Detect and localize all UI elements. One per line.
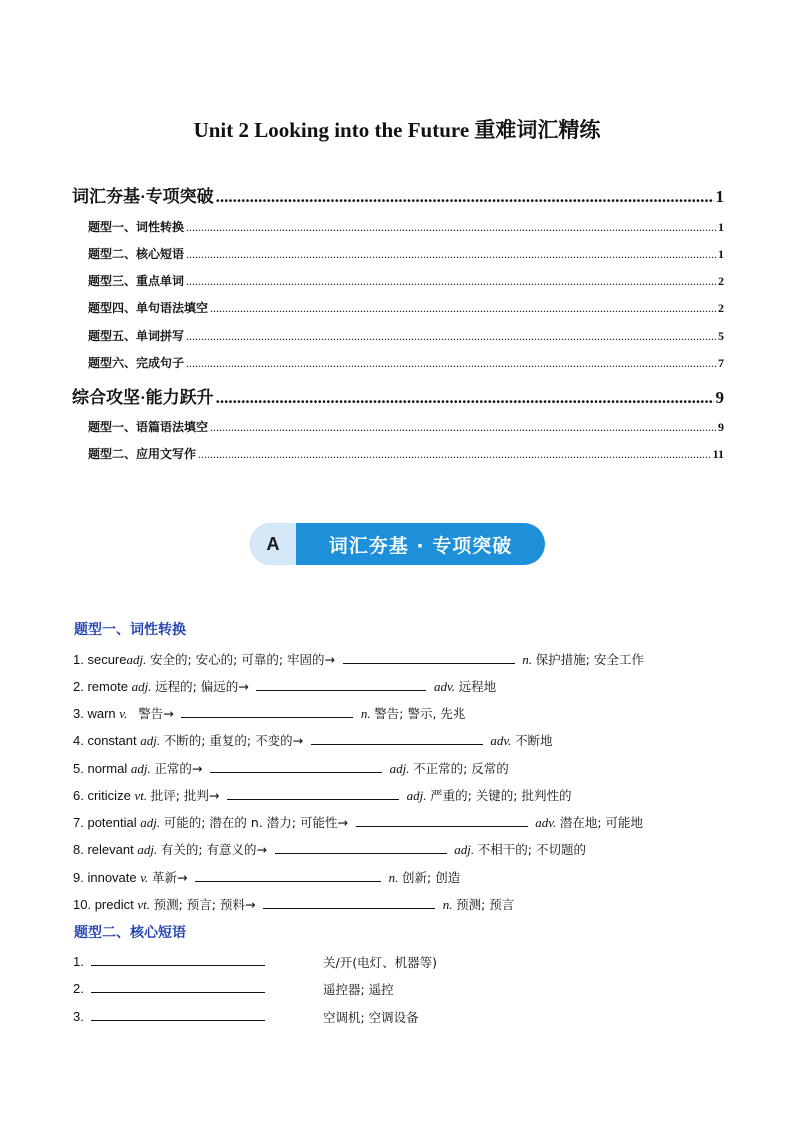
toc-entry[interactable]: [72, 327, 724, 344]
section-badge-title: 词汇夯基 · 专项突破: [328, 534, 513, 557]
item-meaning: 预测; 预言; 预料→: [153, 897, 256, 912]
section-badge: [250, 523, 545, 565]
toc-label: 综合攻坚·能力跃升: [72, 388, 214, 407]
answer-blank[interactable]: [210, 760, 382, 773]
toc-page: 7: [718, 356, 724, 370]
target-pos: adv.: [433, 679, 456, 694]
toc-page: 1: [715, 187, 724, 206]
item-word: remote: [87, 679, 128, 694]
toc-page: 2: [718, 274, 724, 288]
target-pos: adj.: [406, 788, 427, 803]
item-number: 2.: [73, 981, 84, 996]
item-meaning: 安全的; 安心的; 可靠的; 牢固的→: [150, 652, 336, 667]
toc-entry[interactable]: [72, 245, 724, 262]
answer-blank[interactable]: [275, 841, 447, 854]
answer-blank[interactable]: [195, 869, 381, 882]
phrase-item: [73, 980, 394, 997]
exercise-item: [73, 786, 572, 804]
item-number: 7.: [73, 815, 84, 830]
item-pos: v.: [140, 870, 149, 885]
item-number: 1.: [73, 954, 84, 969]
exercise-item: [73, 759, 509, 777]
toc-entry[interactable]: [72, 218, 724, 235]
item-word: normal: [87, 761, 128, 776]
phrase-meaning: 空调机; 空调设备: [323, 1010, 419, 1025]
toc-entry[interactable]: [72, 445, 724, 462]
target-pos: adj.: [389, 761, 410, 776]
toc-entry[interactable]: [72, 299, 724, 316]
target-meaning: 严重的; 关键的; 批判性的: [430, 788, 572, 803]
toc-leader: [186, 329, 716, 344]
toc-leader: [186, 220, 716, 235]
item-pos: vt.: [134, 788, 148, 803]
answer-blank[interactable]: [311, 732, 483, 745]
exercise-item: [73, 704, 465, 722]
item-word: innovate: [87, 870, 137, 885]
toc-label: 词汇夯基·专项突破: [72, 187, 214, 206]
exercise-item: [73, 813, 643, 831]
target-pos: adj.: [454, 842, 475, 857]
toc-leader: [216, 388, 714, 408]
item-pos: adj.: [126, 652, 147, 667]
toc-page: 9: [715, 388, 724, 407]
answer-blank[interactable]: [343, 651, 515, 664]
item-meaning: 不断的; 重复的; 不变的→: [163, 733, 304, 748]
phrase-meaning: 遥控器; 遥控: [323, 982, 394, 997]
toc-leader: [216, 187, 714, 207]
exercise-item: [73, 731, 553, 749]
exercise-item: [73, 650, 644, 668]
phrase-item: [73, 1008, 419, 1025]
item-number: 9.: [73, 870, 84, 885]
item-meaning: 革新→: [151, 870, 188, 885]
item-number: 4.: [73, 733, 84, 748]
answer-blank[interactable]: [91, 953, 265, 966]
item-pos: v.: [119, 706, 128, 721]
toc-label: 题型二、核心短语: [88, 247, 185, 261]
target-meaning: 不相干的; 不切题的: [477, 842, 586, 857]
toc-entry[interactable]: [72, 354, 724, 371]
item-number: 10.: [73, 897, 92, 912]
toc-page: 1: [718, 220, 724, 234]
toc-page: 9: [718, 420, 724, 434]
toc-leader: [210, 420, 716, 435]
toc-page: 2: [718, 301, 724, 315]
target-meaning: 预测; 预言: [456, 897, 515, 912]
toc-label: 题型二、应用文写作: [88, 447, 197, 461]
item-meaning: 远程的; 偏远的→: [155, 679, 249, 694]
target-meaning: 潜在地; 可能地: [559, 815, 644, 830]
answer-blank[interactable]: [227, 787, 399, 800]
exercise-item: [73, 895, 514, 913]
target-meaning: 不正常的; 反常的: [413, 761, 509, 776]
toc-label: 题型三、重点单词: [88, 274, 185, 288]
section-heading: 题型二、核心短语: [74, 925, 186, 941]
answer-blank[interactable]: [181, 705, 353, 718]
section-heading: 题型一、词性转换: [74, 622, 186, 638]
page-title: Unit 2 Looking into the Future 重难词汇精练: [193, 118, 601, 142]
item-number: 5.: [73, 761, 84, 776]
toc-leader: [198, 447, 711, 462]
phrase-meaning: 关/开(电灯、机器等): [323, 955, 437, 970]
exercise-item: [73, 868, 460, 886]
item-meaning: 有关的; 有意义的→: [160, 842, 268, 857]
toc-page: 5: [718, 329, 724, 343]
answer-blank[interactable]: [356, 814, 528, 827]
target-meaning: 保护措施; 安全工作: [535, 652, 644, 667]
item-word: potential: [87, 815, 137, 830]
answer-blank[interactable]: [91, 1008, 265, 1021]
exercise-item: [73, 840, 586, 858]
item-number: 3.: [73, 1009, 84, 1024]
toc-entry[interactable]: [72, 182, 724, 207]
toc-leader: [210, 301, 716, 316]
item-meaning: 正常的→: [154, 761, 203, 776]
item-pos: vt.: [137, 897, 150, 912]
item-number: 6.: [73, 788, 84, 803]
item-number: 1.: [73, 652, 84, 667]
item-number: 2.: [73, 679, 84, 694]
item-word: criticize: [87, 788, 131, 803]
item-word: predict: [94, 897, 134, 912]
target-pos: adv.: [490, 733, 512, 748]
item-meaning: 批评; 批判→: [150, 788, 220, 803]
toc-entry[interactable]: [72, 418, 724, 435]
toc-leader: [186, 356, 716, 371]
item-meaning: 警告→: [138, 706, 174, 721]
item-pos: adj.: [137, 842, 158, 857]
answer-blank[interactable]: [91, 980, 265, 993]
target-pos: n.: [360, 706, 371, 721]
item-meaning: 可能的; 潜在的 n. 潜力; 可能性→: [163, 815, 348, 830]
item-number: 8.: [73, 842, 84, 857]
toc-leader: [186, 247, 716, 262]
item-pos: adj.: [140, 815, 161, 830]
target-meaning: 创新; 创造: [402, 870, 461, 885]
item-word: secure: [87, 652, 127, 667]
toc-label: 题型一、语篇语法填空: [88, 420, 209, 434]
answer-blank[interactable]: [256, 678, 426, 691]
target-meaning: 警告; 警示, 先兆: [374, 706, 466, 721]
toc-label: 题型六、完成句子: [88, 356, 185, 370]
target-pos: n.: [522, 652, 533, 667]
target-pos: adv.: [535, 815, 557, 830]
target-meaning: 不断地: [515, 733, 553, 748]
target-pos: n.: [388, 870, 399, 885]
item-word: warn: [87, 706, 116, 721]
toc-page: 11: [712, 447, 724, 461]
exercise-item: [73, 677, 496, 695]
item-pos: adj.: [131, 679, 152, 694]
answer-blank[interactable]: [263, 896, 435, 909]
item-word: constant: [87, 733, 137, 748]
target-meaning: 远程地: [458, 679, 497, 694]
toc-entry[interactable]: [72, 272, 724, 289]
target-pos: n.: [442, 897, 453, 912]
item-pos: adj.: [130, 761, 151, 776]
toc-label: 题型一、词性转换: [88, 220, 185, 234]
item-word: relevant: [87, 842, 134, 857]
toc-page: 1: [718, 247, 724, 261]
item-number: 3.: [73, 706, 84, 721]
toc-entry[interactable]: [72, 383, 724, 408]
toc-label: 题型五、单词拼写: [88, 329, 185, 343]
section-letter: A: [250, 523, 296, 565]
toc-leader: [186, 274, 716, 289]
toc-label: 题型四、单句语法填空: [88, 301, 209, 315]
phrase-item: [73, 953, 437, 970]
item-pos: adj.: [140, 733, 161, 748]
